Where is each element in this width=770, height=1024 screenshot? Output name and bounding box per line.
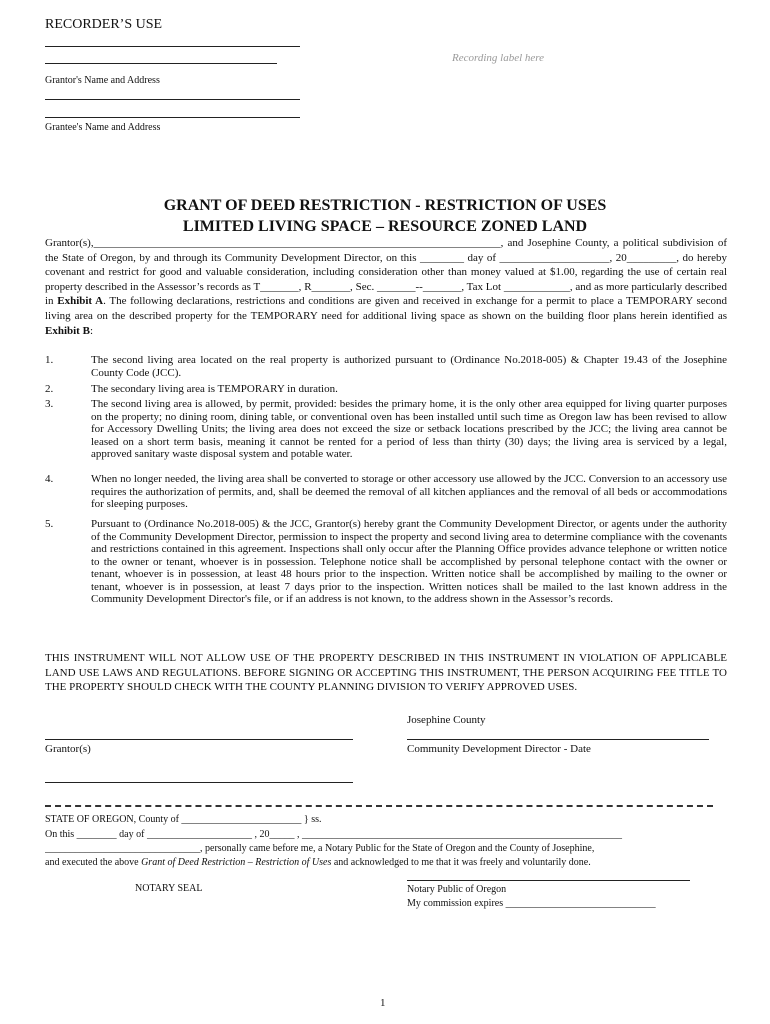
list-item-number: 1. [45, 354, 54, 366]
list-item-text: The secondary living area is TEMPORARY in duration. [91, 383, 338, 395]
director-signature-label: Community Development Director - Date [407, 743, 591, 755]
commission-expires-label: My commission expires ______________________________ [407, 898, 656, 909]
josephine-county-label: Josephine County [407, 714, 486, 726]
list-item-number: 3. [45, 398, 54, 410]
grantee-line-1[interactable] [45, 99, 300, 100]
grantor-signature-line[interactable] [45, 739, 353, 740]
notary-ack-title: Grant of Deed Restriction – Restriction of Uses [141, 857, 332, 868]
list-item [45, 473, 727, 511]
exhibit-a-ref: Exhibit A [57, 295, 104, 308]
list-item-text: When no longer needed, the living area shall be converted to storage or other accessory use allowed by the JCC. Conversion to an accessory use requires the authorization of permits, and, shall be deemed the removal of all kitchen appliances and the removal of all beds or accommodations for sleeping purposes. [91, 473, 727, 510]
notary-ack-text-2: and acknowledged to me that it was freely and voluntarily done. [331, 857, 591, 868]
recorders-use-heading: RECORDER’S USE [45, 17, 163, 32]
page-number: 1 [380, 997, 386, 1009]
intro-text-3: : [89, 324, 93, 337]
land-use-warning: THIS INSTRUMENT WILL NOT ALLOW USE OF THE PROPERTY DESCRIBED IN THIS INSTRUMENT IN VIOLATION OF APPLICABLE LAND USE LAWS AND REGULATIONS. BEFORE SIGNING OR ACCEPTING THIS INSTRUMENT, THE PERSON ACQUIRING FEE TITLE TO THE PROPERTY SHOULD CHECK WITH THE COUNTY PLANNING DIVISION TO VERIFY APPROVED USES. [45, 652, 727, 694]
list-item-number: 4. [45, 473, 54, 485]
exhibit-b-ref: Exhibit B [45, 324, 90, 337]
list-item-number: 5. [45, 518, 54, 530]
notary-signature-line[interactable] [407, 880, 690, 881]
grantee-name-address-label: Grantee's Name and Address [45, 122, 161, 133]
list-item [45, 354, 727, 379]
intro-text-1: Grantor(s),__________________________________________________________________________, and Josephine County, a political subdivision of the State of Oregon, by and through its Community Development Director, on this ________ day of ____________________, 20_________, do hereby covenant and restrict for good and valuable consideration, including consideration other than money valued at $1.00, regarding the use of certain real property described in the Assessor’s records as T_______, R_______, Sec. _______--_______, Tax Lot ____________, and as more particularly described in [45, 237, 727, 308]
grantor-line-2[interactable] [45, 63, 277, 64]
list-item-number: 2. [45, 383, 54, 395]
list-item-text: The second living area located on the real property is authorized pursuant to (Ordinance No.2018-005) & Chapter 19.43 of the Josephine County Code (JCC). [91, 354, 727, 379]
list-item [45, 398, 727, 461]
notary-ack-text-1: and executed the above [45, 857, 142, 868]
document-title-line2: LIMITED LIVING SPACE – RESOURCE ZONED LAND [182, 218, 588, 235]
grantor-signature-line-2[interactable] [45, 782, 353, 783]
list-item-text: The second living area is allowed, by permit, provided: besides the primary home, it is the only other area equipped for living quarter purposes on the property; no dining room, dining table, or conventional oven has been installed until such time as Oregon law has been revised to allow for Accessory Dwelling Units; the living area does not exceed the size or setback locations prescribed by the JCC; the living area cannot be leased on a short term basis, meaning it cannot be rented for a period of less than thirty (30) days; the living area is serviced by a legal, approved sanitary waste disposal system and potable water. [91, 398, 727, 460]
notary-acknowledgment-line [45, 856, 725, 869]
grantor-line-1[interactable] [45, 46, 300, 47]
list-item [45, 518, 727, 606]
grantor-name-address-label: Grantor's Name and Address [45, 75, 160, 86]
intro-paragraph [45, 236, 727, 338]
recording-label-placeholder: Recording label here [452, 52, 545, 64]
notary-appearance-line: _______________________________, personally came before me, a Notary Public for the State of Oregon and the County of Josephine, [45, 843, 595, 854]
notary-date-line: On this ________ day of _____________________ , 20_____ , ________________________________________________________________ [45, 829, 622, 840]
intro-text-2: . The following declarations, restrictions and conditions are given and received in exchange for a permit to place a TEMPORARY second living area on the described property for the TEMPORARY need for additional living space as shown on the building floor plans herein identified as [45, 295, 728, 322]
notary-seal-label: NOTARY SEAL [135, 883, 203, 894]
notary-state-line: STATE OF OREGON, County of ________________________ } ss. [45, 814, 322, 825]
grantee-line-2[interactable] [45, 117, 300, 118]
section-separator [45, 805, 713, 807]
list-item-text: Pursuant to (Ordinance No.2018-005) & the JCC, Grantor(s) hereby grant the Community Development Director, or agents under the authority of the Community Development Director, permission to inspect the property and second living area to determine compliance with the covenants and restrictions contained in this agreement. Inspections shall only occur after the Planning Office provides advance telephone or written notice to the owner or tenant, whoever is in possession. Telephone notice shall be accomplished by personal telephone contact with the owner or tenant, whoever is in possession, at least 48 hours prior to the inspection. Written notice shall be accomplished by mailing to the owner or tenant, whoever is in possession, at least 7 days prior to the inspection. Written notices shall be mailed to the last known address in the Community Development Director's file, or if an address is not known, to the address shown in the Assessor’s records. [91, 518, 727, 605]
list-item [45, 383, 727, 396]
notary-public-label: Notary Public of Oregon [407, 884, 507, 895]
director-signature-line[interactable] [407, 739, 709, 740]
grantor-signature-label: Grantor(s) [45, 743, 91, 755]
document-title-line1: GRANT OF DEED RESTRICTION - RESTRICTION OF USES [163, 197, 607, 214]
